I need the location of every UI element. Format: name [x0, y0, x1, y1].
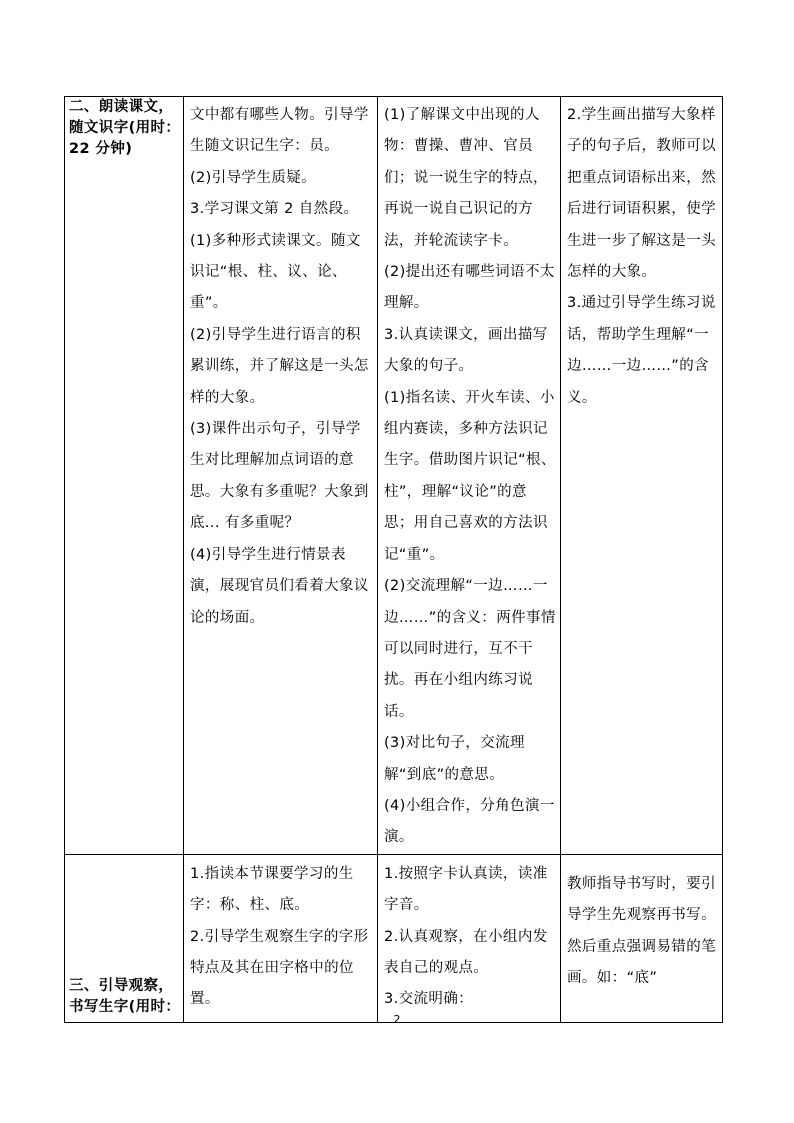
design-intent-cell	[561, 854, 723, 1022]
paragraph: (3)对比句子，交流理解“到底”的意思。	[384, 735, 525, 783]
paragraph: (1)指名读、开火车读、小组内赛读，多种方法识记生字。借助图片识记“根、柱”，理解“议论”的意思；用自己喜欢的方法识记“重”。	[384, 389, 556, 563]
paragraph: 文中都有哪些人物。引导学生随文识记生字：员。	[190, 107, 369, 155]
paragraph: (1)多种形式读课文。随文识记“根、柱、议、论、重”。	[190, 232, 361, 312]
paragraph: 2.认真观察，在小组内发表自己的观点。	[384, 928, 548, 976]
paragraph: 2.引导学生观察生字的字形特点及其在田字格中的位置。	[190, 928, 369, 1008]
paragraph: 2.学生画出描写大象样子的句子后，教师可以把重点词语标出来，然后进行词语积累，使学生进一步了解这是一头怎样的大象。	[567, 107, 716, 281]
teacher-activity-cell	[184, 854, 378, 1022]
paragraph: (2)引导学生进行语言的积累训练，并了解这是一头怎样的大象。	[190, 326, 369, 406]
student-activity-cell	[378, 854, 561, 1022]
paragraph: (2)提出还有哪些词语不太理解。	[384, 264, 555, 312]
teacher-activity-cell	[184, 97, 378, 855]
paragraph: (4)小组合作，分角色演一演。	[384, 797, 555, 846]
stage-cell	[65, 97, 184, 855]
stage-cell	[65, 854, 184, 1022]
paragraph: (2)引导学生质疑。	[190, 169, 317, 186]
stage-label: 三、引导观察，书写生字(用时：	[69, 977, 181, 1015]
page-number: 2	[393, 1013, 401, 1026]
table-row	[65, 854, 723, 1022]
paragraph: 3.通过引导学生练习说话，帮助学生理解“一边……一边……”的含义。	[567, 295, 716, 406]
paragraph: (1)了解课文中出现的人物：曹操、曹冲、官员们；说一说生字的特点，再说一说自己识记的方法，并轮流读字卡。	[384, 107, 548, 249]
design-intent-cell	[561, 97, 723, 855]
paragraph: 3.交流明确：	[384, 991, 474, 1008]
paragraph: 1.按照字卡认真读，读准字音。	[384, 865, 548, 914]
paragraph: 3.学习课文第 2 自然段。	[190, 201, 359, 218]
paragraph: (2)交流理解“一边……一边……”的含义：两件事情可以同时进行，互不干扰。再在小组内练习说话。	[384, 578, 556, 720]
stage-label: 二、朗读课文，随文识字(用时：22 分钟)	[69, 99, 181, 157]
student-activity-cell	[378, 97, 561, 855]
paragraph: 教师指导书写时，要引导学生先观察再书写。然后重点强调易错的笔画。如：“底”	[567, 875, 716, 986]
table-row	[65, 97, 723, 855]
lesson-plan-table	[64, 96, 723, 1023]
paragraph: 3.认真读课文，画出描写大象的句子。	[384, 326, 548, 375]
paragraph: (3)课件出示句子，引导学生对比理解加点词语的意思。大象有多重呢？大象到底... 有多重呢？	[190, 421, 369, 532]
paragraph: 1.指读本节课要学习的生字：称、柱、底。	[190, 865, 354, 914]
paragraph: (4)引导学生进行情景表演，展现官员们看着大象议论的场面。	[190, 546, 369, 626]
